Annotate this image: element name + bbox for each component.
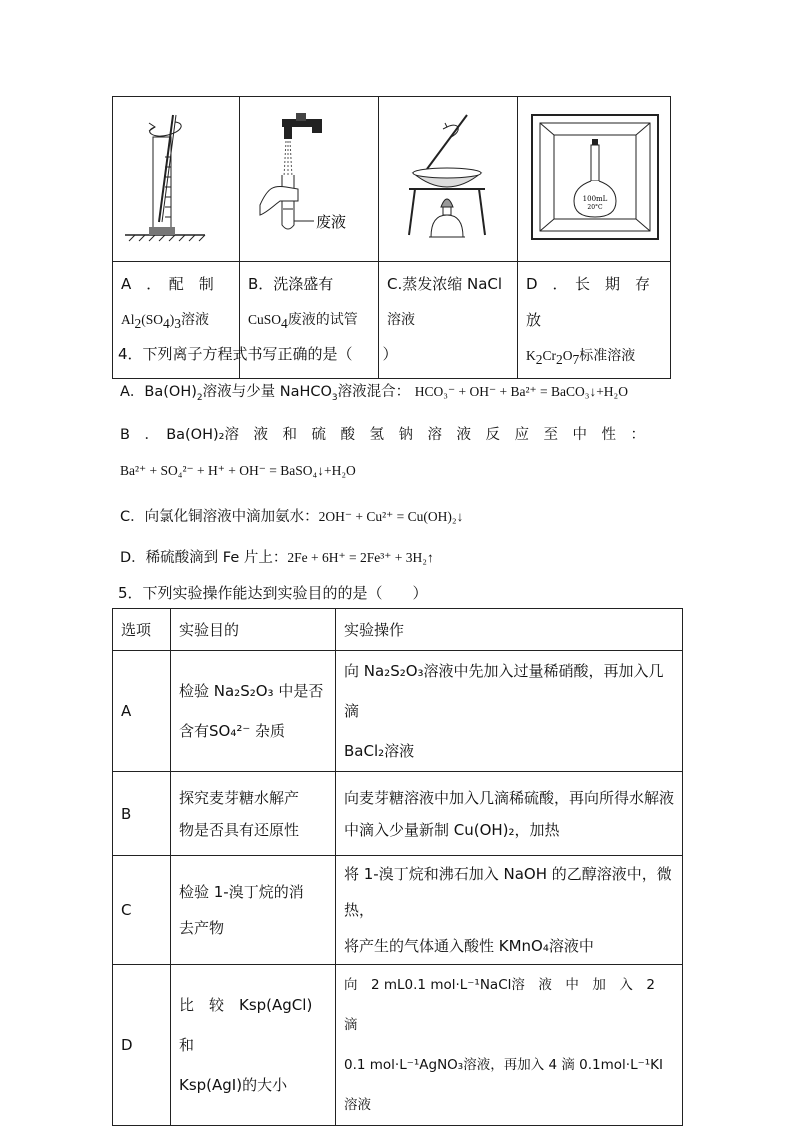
figure-a [113,97,240,262]
caption-c [379,262,518,379]
row-option: D [113,965,171,1126]
row-purpose: 探究麦芽糖水解产 物是否具有还原性 [171,772,336,856]
question-4-option-a: A．$Ba(OH)_2$溶液与少量 NaHCO$_3$溶液混合： HCO₃⁻ + OH⁻ + Ba²⁺ = BaCO₃↓+H₂O [120,384,629,403]
row-option: B [113,772,171,856]
caption-a-line1: A ． 配 制 [121,275,214,293]
row-operation: 向 Na₂S₂O₃溶液中先加入过量稀硝酸，再加入几滴 BaCl₂溶液 [336,651,683,772]
table-header-row [113,609,683,651]
row-purpose: 检验 Na₂S₂O₃ 中是否 含有SO₄²⁻ 杂质 [171,651,336,772]
row-option: C [113,856,171,965]
test-tube-tap-drawing [240,97,378,257]
table-row [113,651,683,772]
row-purpose: 比 较 Ksp(AgCl)和 Ksp(AgI)的大小 [171,965,336,1126]
header-purpose: 实验目的 [171,609,336,651]
experiment-table [112,608,683,1126]
option-d-equation: 2Fe + 6H⁺ = 2Fe³⁺ + 3H₂↑ [287,550,434,565]
option-c-equation: 2OH⁻ + Cu²⁺ = Cu(OH)₂↓ [318,509,464,524]
row-operation: 向麦芽糖溶液中加入几滴稀硫酸，再向所得水解液 中滴入少量新制 Cu(OH)₂，加热 [336,772,683,856]
table-row [113,772,683,856]
evaporating-dish-drawing [379,97,517,257]
apparatus-table [112,96,671,379]
question-4-option-b-label: B ． Ba(OH)₂溶 液 和 硫 酸 氢 钠 溶 液 反 应 至 中 性 ： [120,427,645,443]
caption-b-line2: CuSO$_4$废液的试管 [248,312,358,331]
caption-c-line2: 溶液 [387,312,415,328]
question-5-stem: 5．下列实验操作能达到实验目的的是（ ） [118,584,428,602]
caption-d-line1: D ． 长 期 存 放 [526,275,666,329]
volumetric-flask-drawing [518,97,670,257]
caption-d-line2: $K_2Cr_2O_7$标准溶液 [526,348,636,367]
question-4-option-c: C．向氯化铜溶液中滴加氨水：2OH⁻ + Cu²⁺ = Cu(OH)₂↓ [120,509,464,525]
option-a-equation: HCO₃⁻ + OH⁻ + Ba²⁺ = BaCO₃↓+H₂O [414,384,629,399]
header-operation: 实验操作 [336,609,683,651]
caption-b-line1: B．洗涤盛有 [248,275,334,293]
figure-c [379,97,518,262]
table-row [113,965,683,1126]
flask-temp-label: 20°C [587,204,603,211]
caption-c-line1: C.蒸发浓缩 NaCl [387,275,503,293]
table-row [113,856,683,965]
figure-b [240,97,379,262]
waste-liquid-label: 废液 [316,213,347,231]
header-option: 选项 [113,609,171,651]
caption-d [518,262,671,379]
row-operation: 将 1-溴丁烷和沸石加入 NaOH 的乙醇溶液中，微热， 将产生的气体通入酸性 KMnO₄溶液中 [336,856,683,965]
row-purpose: 检验 1-溴丁烷的消 去产物 [171,856,336,965]
graduated-cylinder-drawing [113,97,239,257]
question-4-option-b-equation: Ba²⁺ + SO₄²⁻ + H⁺ + OH⁻ = BaSO₄↓+H₂O [120,463,356,478]
caption-a-line2: $Al_2(SO_4)_3$溶液 [121,312,210,331]
question-4-stem: 4．下列离子方程式书写正确的是（ ） [118,345,398,363]
question-4-option-d: D．稀硫酸滴到 Fe 片上：2Fe + 6H⁺ = 2Fe³⁺ + 3H₂↑ [120,550,434,566]
flask-volume-label: 100mL [582,195,608,203]
figure-d [518,97,671,262]
row-operation: 向 2 mL0.1 mol·L⁻¹NaCl溶 液 中 加 入 2 滴 0.1 mol·L⁻¹AgNO₃溶液，再加入 4 滴 0.1mol·L⁻¹KI 溶液 [336,965,683,1126]
row-option: A [113,651,171,772]
